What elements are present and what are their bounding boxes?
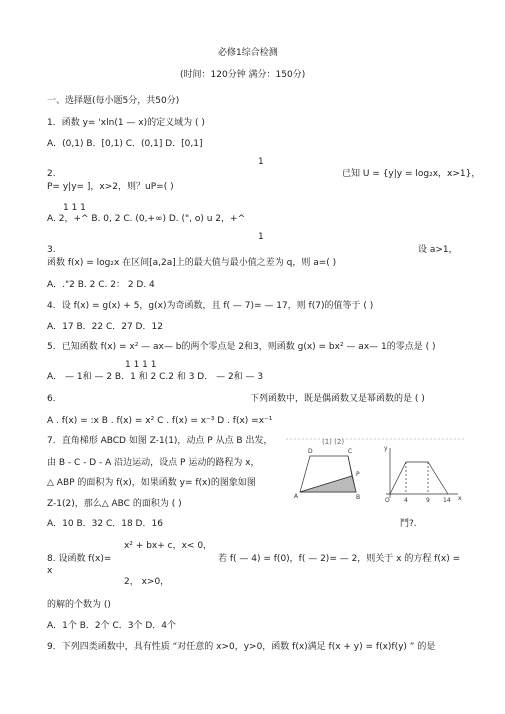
q8-piece2: 2， x>0，	[124, 577, 170, 587]
q8-options: A．1个 B．2个 C．3个 D．4个	[47, 621, 177, 631]
q2-frac-top: 1	[258, 157, 264, 167]
q2-options: A. 2，+^ B. 0, 2 C. (0,+∞) D. (", o) u 2，+^	[47, 214, 246, 224]
q3-number: 3.	[47, 245, 56, 255]
trapezoid-figure	[300, 456, 356, 492]
q6-stem: 下列函数中，既是偶函数又是幂函数的是 ( )	[250, 394, 425, 404]
q5-options: A． — 1和 — 2 B．1 和 2 C.2 和 3 D． — 2和 — 3	[47, 372, 264, 382]
q5-stem: 5．已知函数 f(x) = x² — ax— b的两个零点是 2和3，则函数 g(x) = bx² — ax— 1的零点是 ( )	[47, 342, 436, 352]
q3-options: A．."2 B. 2 C. 2： 2 D. 4	[47, 280, 155, 290]
q4-options: A．17 B．22 C．27 D．12	[47, 322, 163, 332]
q1-stem: 1．函数 y= 'xln(1 — x)的定义域为 ( )	[47, 118, 205, 128]
q8-condition: 若 f( — 4) = f(0)，f( — 2)= — 2，则关于 x 的方程 f(x) =	[218, 554, 461, 564]
q7-options: A．10 B．32 C．18 D．16	[47, 519, 163, 529]
q8-x: x	[47, 566, 53, 576]
figure-caption: (1) (2)	[322, 438, 345, 446]
q2-given: 已知 U = {y|y = log₂x，x>1}，	[342, 169, 481, 179]
q7-figure	[286, 434, 464, 506]
section-heading: 一、选择题(每小题5分，共50分)	[47, 96, 180, 106]
q7-line3: △ ABP 的面积为 f(x)，如果函数 y= f(x)的图象如图	[47, 478, 256, 488]
svg-text:14: 14	[443, 497, 451, 504]
q7-line4: Z-1(2)，那么△ ABC 的面积为 ( )	[47, 499, 182, 509]
svg-text:A: A	[294, 493, 299, 500]
q8-tail: 的解的个数为 ()	[47, 600, 111, 610]
page-subtitle: (时间：120分钟 满分：150分)	[180, 70, 306, 80]
q6-options: A . f(x) = :x B . f(x) = x² C . f(x) = x⁻³ D . f(x) =x⁻¹	[47, 416, 273, 426]
q7-line1: 7．直角梯形 ABCD 如图 Z-1(1)，动点 P 从点 B 出发，	[47, 436, 273, 446]
svg-text:9: 9	[426, 497, 430, 504]
q3-frac-top: 1	[258, 232, 264, 242]
svg-text:P: P	[356, 471, 360, 478]
q2-frac-top2: 1 1 1	[63, 203, 86, 213]
q1-options: A．(0,1) B．[0,1) C．(0,1] D．[0,1]	[47, 139, 203, 149]
q5-frac-top: 1 1 1 1	[125, 360, 157, 370]
svg-text:B: B	[356, 494, 361, 501]
svg-text:y: y	[384, 445, 388, 452]
svg-text:O: O	[385, 497, 390, 504]
q9-stem: 9．下列四类函数中，具有性质 “对任意的 x>0，y>0，函数 f(x)满足 f(x + y) = f(x)f(y) ” 的是	[47, 642, 436, 652]
q6-number: 6.	[47, 394, 56, 404]
q2-line2: P= y|y= ]，x>2，则？uP=( )	[47, 182, 174, 192]
q4-stem: 4．设 f(x) = g(x) + 5，g(x)为奇函数，且 f( — 7)= — 17，则 f(7)的值等于 ( )	[47, 301, 374, 311]
q3-line2: 函数 f(x) = log₂x 在区间[a,2a]上的最大值与最小值之差为 q，则 a=( )	[47, 258, 337, 268]
svg-text:C: C	[348, 448, 353, 455]
page-title: 必修1综合检测	[218, 48, 278, 58]
q2-number: 2.	[47, 169, 56, 179]
svg-text:4: 4	[404, 497, 408, 504]
function-graph	[386, 448, 458, 498]
q8-number: 8. 设函数 f(x)=	[47, 554, 112, 564]
svg-text:D: D	[308, 448, 313, 455]
svg-text:x: x	[458, 495, 462, 502]
q7-line2: 由 B - C - D - A 沿边运动，设点 P 运动的路程为 x，	[47, 458, 260, 468]
q7-figure-ref: 鬥?.	[400, 519, 417, 529]
q8-piece1: x² + bx+ c，x< 0，	[124, 541, 213, 551]
q3-given: 设 a>1，	[418, 245, 458, 255]
